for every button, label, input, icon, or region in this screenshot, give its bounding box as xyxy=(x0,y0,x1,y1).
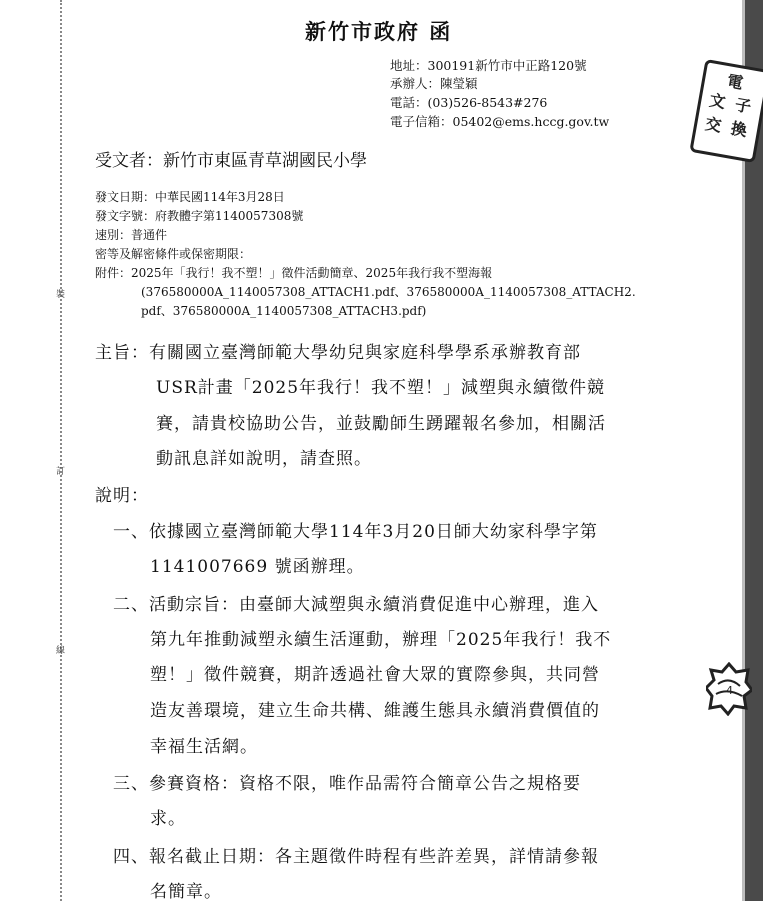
confidentiality: 密等及解密條件或保密期限： xyxy=(95,247,252,261)
page-number: 4 xyxy=(726,684,733,697)
binding-line xyxy=(60,0,62,901)
explanation-item-line: 塑！」徵件競賽，期許透過社會大眾的實際參與，共同營 xyxy=(150,665,600,685)
corner-stamp-icon xyxy=(706,662,752,716)
binding-mark-ding: 訂 xyxy=(56,467,66,477)
subject-line: 主旨：有關國立臺灣師範大學幼兒與家庭科學學系承辦教育部 xyxy=(95,343,581,363)
explanation-item-line: 求。 xyxy=(150,809,186,829)
recipient: 受文者：新竹市東區青草湖國民小學 xyxy=(95,151,367,171)
attachments: 附件：2025年「我行！我不塑！」徵件活動簡章、2025年我行我不塑海報 xyxy=(95,266,493,280)
contact-person: 承辦人：陳瑩穎 xyxy=(390,76,478,91)
explanation-item-line: 三、參賽資格：資格不限，唯作品需符合簡章公告之規格要 xyxy=(113,774,581,794)
attachment-files-line: pdf、376580000A_1140057308_ATTACH3.pdf) xyxy=(141,304,427,318)
document-number: 發文字號：府教體字第1140057308號 xyxy=(95,209,304,223)
explanation-item-line: 第九年推動減塑永續生活運動，辦理「2025年我行！我不 xyxy=(150,630,612,650)
explanation-item-line: 二、活動宗旨：由臺師大減塑與永續消費促進中心辦理，進入 xyxy=(113,595,599,615)
explanation-heading: 說明： xyxy=(95,486,149,506)
explanation-item-line: 幸福生活網。 xyxy=(150,737,258,757)
issue-date: 發文日期：中華民國114年3月28日 xyxy=(95,190,285,204)
binding-mark-xian: 線 xyxy=(56,646,66,656)
explanation-item-line: 名簡章。 xyxy=(150,882,222,902)
attachment-files-line: (376580000A_1140057308_ATTACH1.pdf、376580000A_1140057308_ATTACH2. xyxy=(141,285,636,299)
subject-line: USR計畫「2025年我行！我不塑！」減塑與永續徵件競 xyxy=(156,378,606,398)
subject-line: 賽，請貴校協助公告，並鼓勵師生踴躍報名參加，相關活 xyxy=(156,414,606,434)
explanation-item-line: 1141007669 號函辦理。 xyxy=(150,557,365,577)
address: 地址：300191新竹市中正路120號 xyxy=(390,58,587,73)
explanation-item-line: 一、依據國立臺灣師範大學114年3月20日師大幼家科學字第 xyxy=(113,522,598,542)
binding-mark-zhuang: 裝 xyxy=(56,290,66,300)
document-title: 新竹市政府 函 xyxy=(305,19,453,44)
electronic-exchange-seal: 電 文 子 交 換 xyxy=(689,59,763,163)
phone: 電話：(03)526-8543#276 xyxy=(390,95,548,110)
subject-line: 動訊息詳如說明，請查照。 xyxy=(156,449,372,469)
speed-category: 速別：普通件 xyxy=(95,228,168,242)
email: 電子信箱：05402@ems.hccg.gov.tw xyxy=(390,114,610,129)
explanation-item-line: 造友善環境，建立生命共構、維護生態具永續消費價值的 xyxy=(150,701,600,721)
explanation-item-line: 四、報名截止日期：各主題徵件時程有些許差異，詳情請參報 xyxy=(113,847,599,867)
